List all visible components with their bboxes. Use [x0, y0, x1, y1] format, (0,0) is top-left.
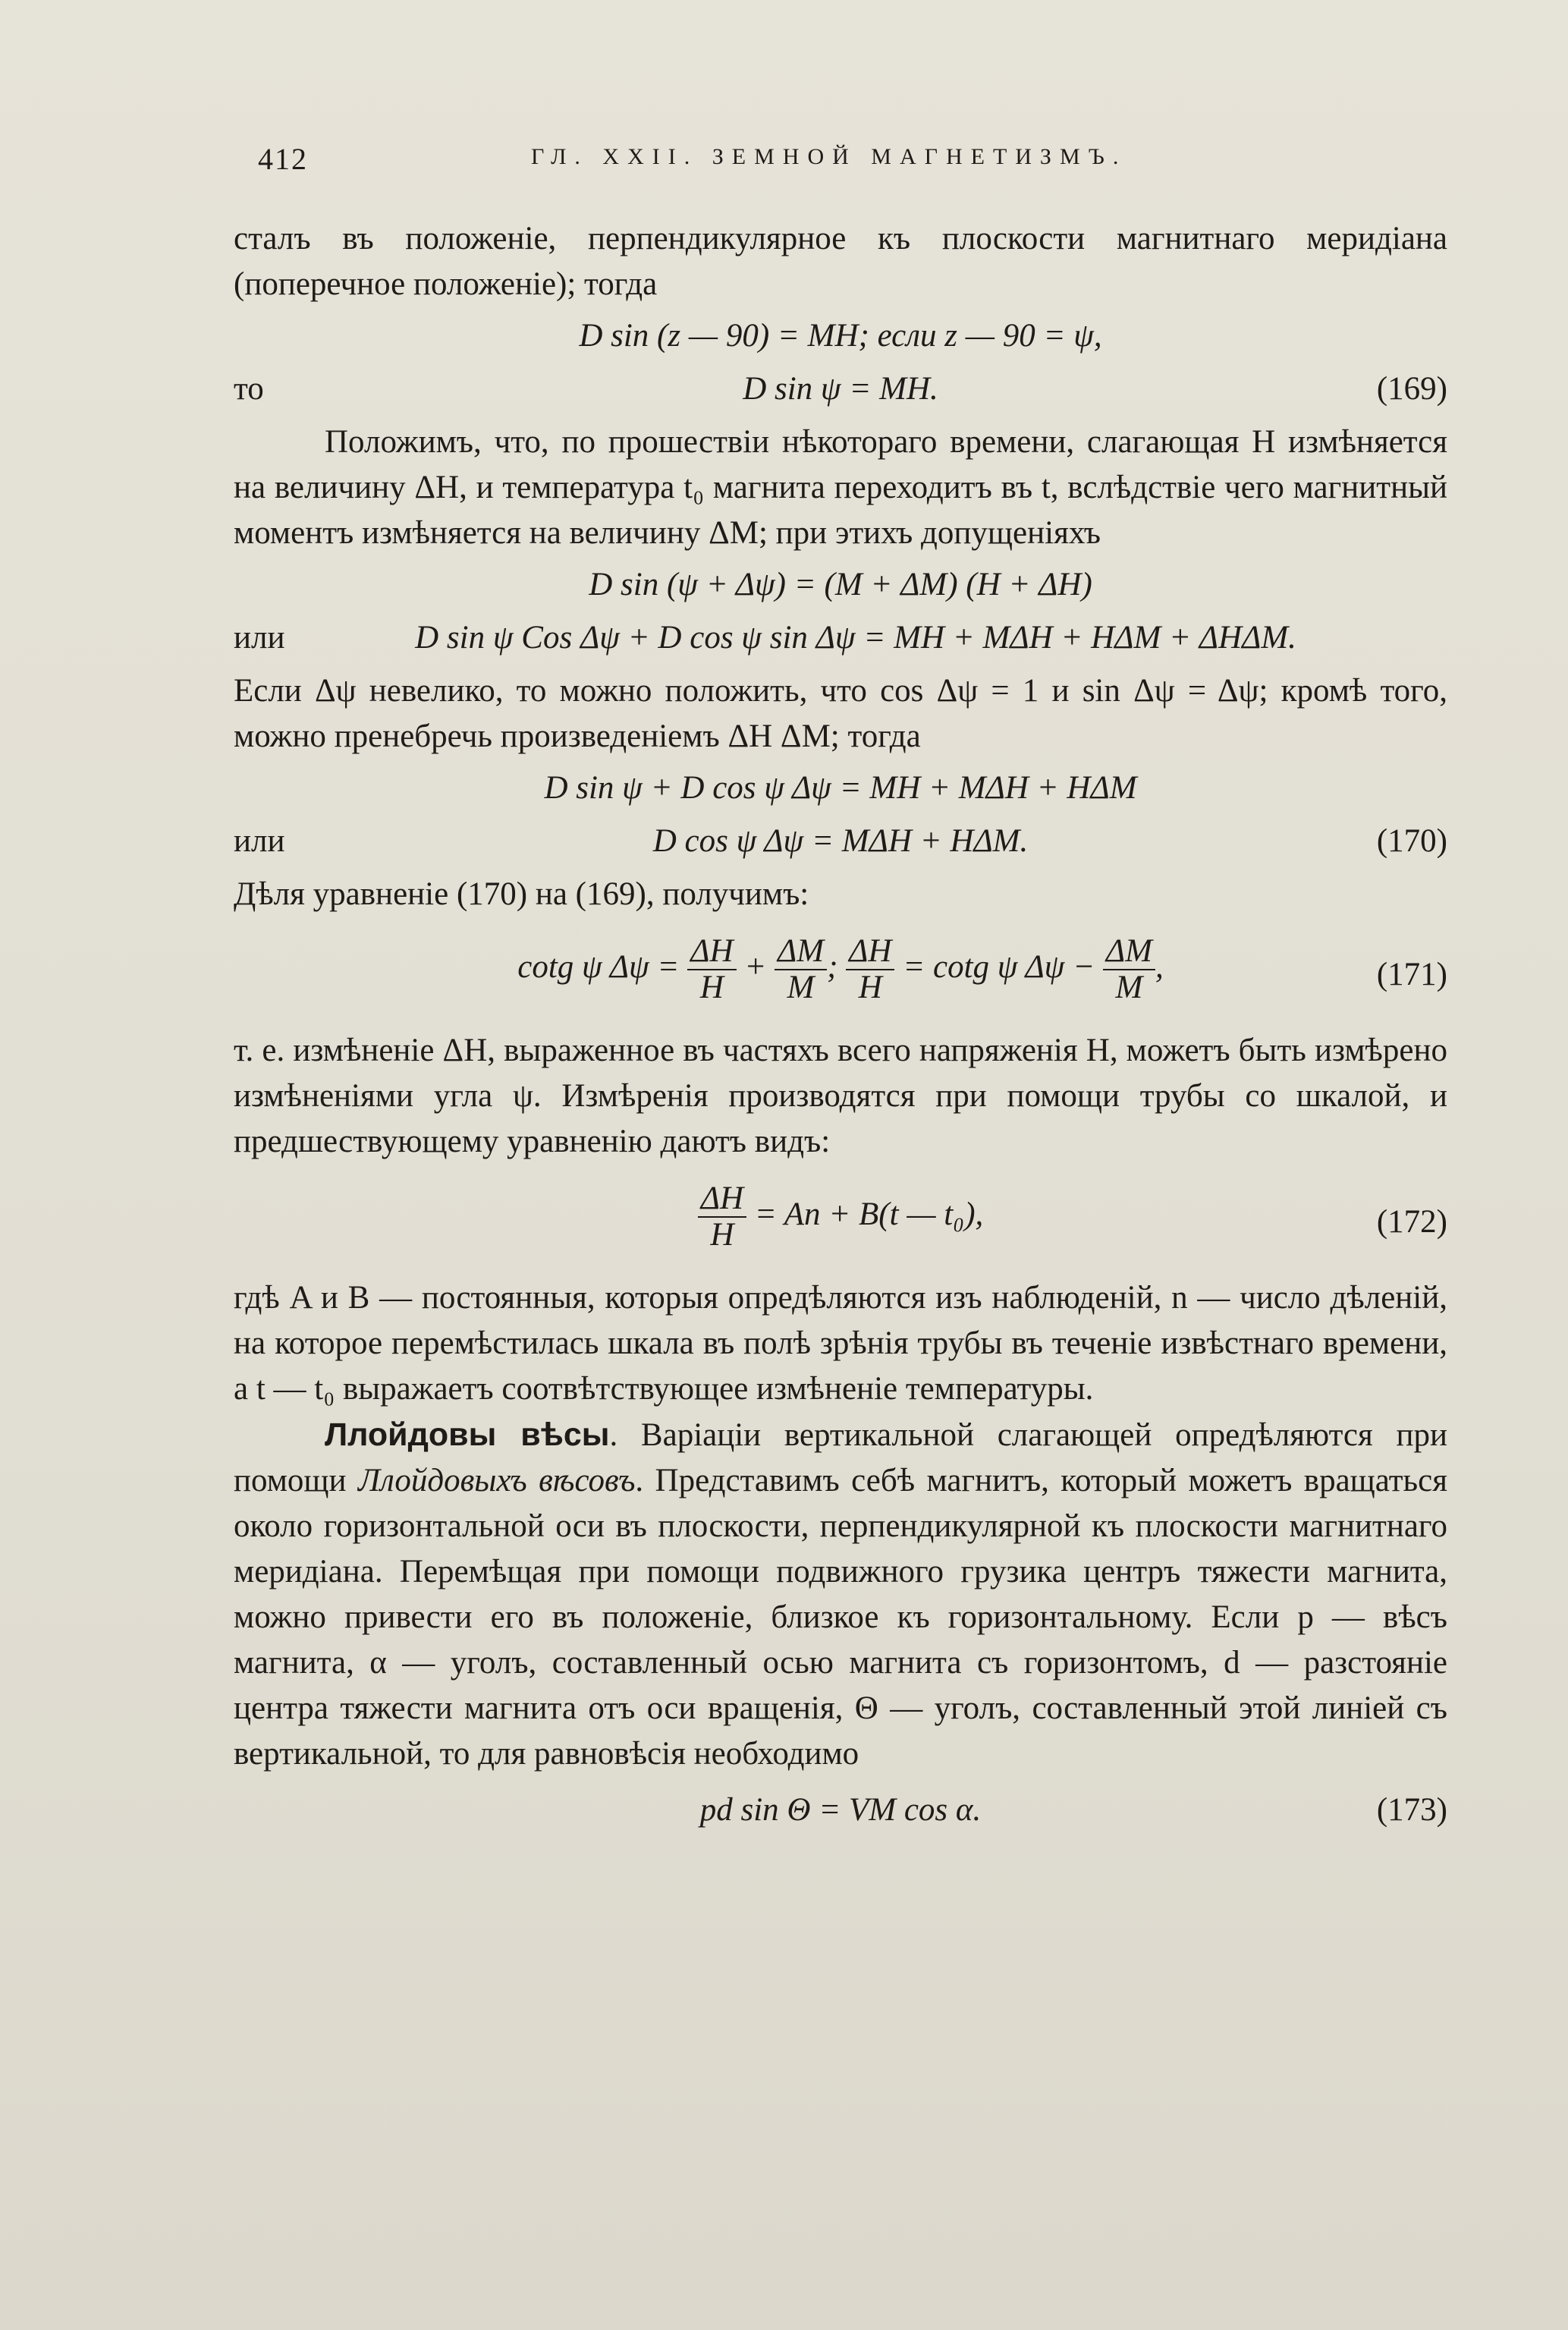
equation-formula: pd sin Θ = VM cos α.: [699, 1792, 982, 1828]
fraction: [846, 934, 894, 1005]
paragraph-1: сталъ въ положеніе, перпендикулярное къ плоскости магнитнаго меридіана (поперечное положеніе); тогда: [234, 221, 1447, 302]
fraction-numerator: ΔH: [846, 934, 894, 970]
equation-line: [234, 615, 1447, 662]
paragraph-text: . Представимъ себѣ магнитъ, который можетъ вращаться около горизонтальной оси въ плоскости, перпендикулярной къ плоскости магнитнаго меридіана. Перемѣщая при помощи подвижного грузика центръ тяжести магнита, можно привести его въ положеніе, близкое къ горизонтальному. Если p — вѣсъ магнита, α — уголъ, составленный осью магнита съ горизонтомъ, d — разстояніе центра тяжести магнита отъ оси вращенія, Θ — уголъ, составленный этой линіей съ вертикальной, то для равновѣсія необходимо: [234, 1463, 1448, 1772]
fraction-numerator: ΔH: [698, 1181, 746, 1218]
equation-number: (171): [1376, 957, 1447, 992]
equation-approx: D sin ψ + D cos ψ Δψ = MH + MΔH + HΔM: [544, 770, 1137, 806]
fraction-numerator: ΔM: [775, 934, 827, 970]
fraction-denominator: H: [858, 970, 882, 1005]
plus-sign: +: [744, 948, 767, 985]
fraction-denominator: H: [710, 1217, 734, 1253]
equation-170: [234, 819, 1447, 866]
equation-rhs: = An + B(t — t₀),: [754, 1196, 984, 1232]
paragraph-text: . Варіаціи вертикальной слагающей опредѣляются при помощи: [234, 1417, 1447, 1498]
fraction-denominator: M: [787, 970, 815, 1005]
fraction-numerator: ΔM: [1103, 934, 1155, 970]
equation-formula: [234, 1181, 1447, 1253]
equation-169: [234, 366, 1447, 413]
paragraph-7: [234, 1412, 1447, 1777]
equation-173: [234, 1788, 1447, 1835]
page-header: [258, 141, 1441, 187]
equation-line: [234, 562, 1447, 609]
equation-sin-z: D sin (z — 90) = MH; если z — 90 = ψ,: [579, 318, 1102, 354]
paragraph-3: Если Δψ невелико, то можно положить, что cos Δψ = 1 и sin Δψ = Δψ; кромѣ того, можно пренебречь произведеніемъ ΔH ΔM; тогда: [234, 673, 1447, 754]
paragraph-5: т. е. измѣненіе ΔH, выраженное въ частяхъ всего напряженія H, можетъ быть измѣрено измѣненіями угла ψ. Измѣренія производятся при помощи трубы со шкалой, и предшествующему уравненію даютъ видъ:: [234, 1033, 1447, 1159]
running-title: ГЛ. XXII. ЗЕМНОЙ МАГНЕТИЗМЪ.: [531, 144, 1127, 169]
equation-number: (173): [1376, 1792, 1447, 1828]
page-number: 412: [258, 142, 308, 176]
section-heading: Ллойдовы вѣсы: [325, 1417, 610, 1453]
fraction-denominator: M: [1115, 970, 1143, 1005]
paragraph-4: Дѣля уравненіе (170) на (169), получимъ:: [234, 876, 809, 912]
page-body: [234, 216, 1447, 1841]
equation-171: [234, 931, 1447, 1014]
equation-formula: D cos ψ Δψ = MΔH + HΔM.: [652, 823, 1029, 859]
equation-formula: [234, 934, 1447, 1005]
equation-formula: D sin ψ Cos Δψ + D cos ψ sin Δψ = MH + MΔH + HΔM + ΔHΔM.: [415, 620, 1296, 656]
equation-number: (172): [1376, 1204, 1447, 1240]
equation-middle: = cotg ψ Δψ −: [903, 948, 1095, 985]
equation-expansion: D sin (ψ + Δψ) = (M + ΔM) (H + ΔH): [589, 567, 1092, 602]
fraction: [775, 934, 827, 1005]
equation-line: [234, 313, 1447, 360]
equation-lead-word: то: [234, 371, 264, 407]
italic-term: Ллойдовыхъ вѣсовъ: [357, 1463, 636, 1498]
equation-end: ,: [1155, 948, 1164, 985]
equation-number: (170): [1376, 823, 1447, 859]
equation-lhs: cotg ψ Δψ =: [517, 948, 680, 985]
fraction: [687, 934, 736, 1005]
separator: ;: [827, 948, 838, 985]
paragraph-6: гдѣ A и B — постоянныя, которыя опредѣляются изъ наблюденій, n — число дѣленій, на которое перемѣстилась шкала въ полѣ зрѣнія трубы въ теченіе извѣстнаго времени, а t — t₀ выражаетъ соотвѣтствующее измѣненіе температуры.: [234, 1280, 1447, 1407]
fraction-denominator: H: [699, 970, 724, 1005]
equation-number: (169): [1376, 371, 1447, 407]
equation-formula: D sin ψ = MH.: [743, 371, 938, 407]
fraction: [1103, 934, 1155, 1005]
fraction-numerator: ΔH: [687, 934, 736, 970]
equation-lead-word: или: [234, 823, 285, 859]
equation-172: [234, 1178, 1447, 1262]
equation-lead-word: или: [234, 620, 285, 656]
equation-line: [234, 766, 1447, 813]
fraction: [698, 1181, 746, 1253]
paragraph-2: Положимъ, что, по прошествіи нѣкотораго времени, слагающая H измѣняется на величину ΔH, и температура t₀ магнита переходитъ въ t, вслѣдствіе чего магнитный моментъ измѣняется на величину ΔM; при этихъ допущеніяхъ: [234, 424, 1447, 551]
